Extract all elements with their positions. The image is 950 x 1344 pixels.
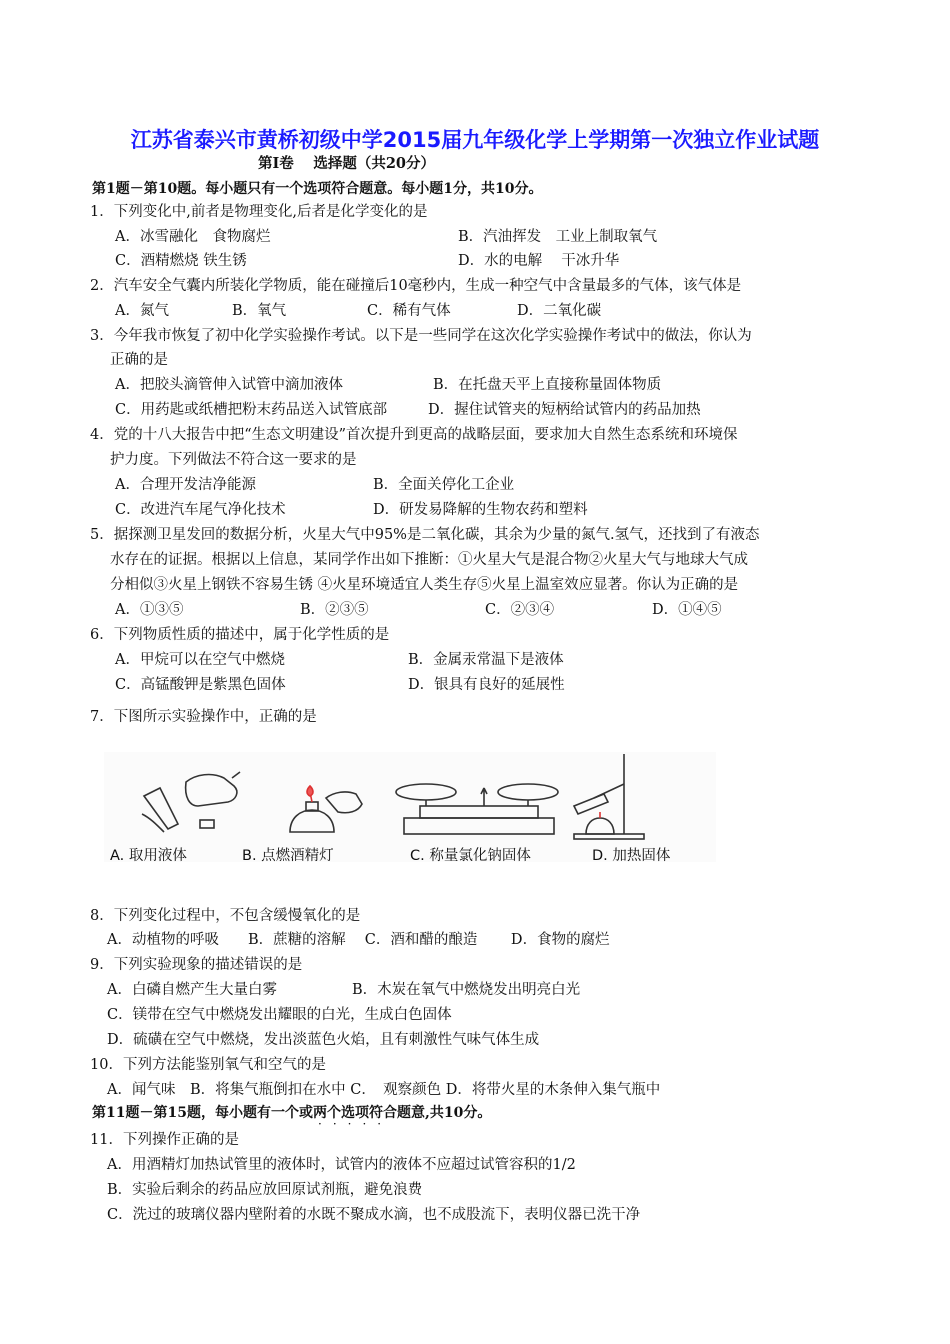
question-9-option-b: B．木炭在氧气中燃烧发出明亮白光 — [352, 982, 581, 998]
question-1-option-d: D．水的电解 干冰升华 — [458, 253, 620, 269]
question-2-option-b: B．氧气 — [232, 303, 287, 319]
part-heading: 第Ⅰ卷 选择题（共20分） — [258, 155, 436, 172]
section-instructions-2: 第11题－第15题，每小题有一个或两个选项符合题意,共10分。 — [92, 1105, 492, 1121]
question-3-option-a: A．把胶头滴管伸入试管中滴加液体 — [115, 377, 343, 393]
question-1-option-a: A．冰雪融化 食物腐烂 — [115, 229, 271, 245]
question-6-stem: 6．下列物质性质的描述中，属于化学性质的是 — [90, 627, 390, 643]
question-11-option-a: A．用酒精灯加热试管里的液体时，试管内的液体不应超过试管容积的1/2 — [107, 1157, 576, 1173]
question-5-option-b: B．②③⑤ — [300, 602, 369, 618]
question-1-stem: 1．下列变化中,前者是物理变化,后者是化学变化的是 — [90, 204, 428, 220]
question-11-option-c: C．洗过的玻璃仪器内壁附着的水既不聚成水滴，也不成股流下，表明仪器已洗干净 — [107, 1207, 641, 1223]
question-5-option-c: C．②③④ — [485, 602, 555, 618]
question-7-stem: 7．下图所示实验操作中，正确的是 — [90, 709, 317, 725]
question-4-option-d: D．研发易降解的生物农药和塑料 — [373, 502, 588, 518]
question-6-option-b: B．金属汞常温下是液体 — [408, 652, 564, 668]
question-11-option-b: B．实验后剩余的药品应放回原试剂瓶，避免浪费 — [107, 1182, 423, 1198]
question-1-option-b: B．汽油挥发 工业上制取氧气 — [458, 229, 658, 245]
section-instructions-1: 第1题－第10题。每小题只有一个选项符合题意。每小题1分，共10分。 — [92, 181, 543, 197]
question-10-stem: 10．下列方法能鉴别氧气和空气的是 — [90, 1057, 326, 1073]
figure-label-c: C. 称量氯化钠固体 — [410, 848, 531, 864]
lab-operations-figure — [104, 752, 716, 862]
figure-label-a: A. 取用液体 — [110, 848, 187, 864]
question-4-option-b: B．全面关停化工企业 — [373, 477, 515, 493]
question-8-stem: 8．下列变化过程中，不包含缓慢氧化的是 — [90, 908, 361, 924]
question-9-option-a: A．白磷自燃产生大量白雾 — [107, 982, 277, 998]
question-5-stem-cont-1: 水存在的证据。根据以上信息，某同学作出如下推断：①火星大气是混合物②火星大气与地球大气成 — [110, 552, 748, 568]
question-4-stem: 4．党的十八大报告中把“生态文明建设”首次提升到更高的战略层面，要求加大自然生态系统和环境保 — [90, 427, 738, 443]
question-5-stem: 5．据探测卫星发回的数据分析，火星大气中95%是二氧化碳，其余为少量的氮气.氢气，还找到了有液态 — [90, 527, 760, 543]
question-10-options: A．闻气味 B．将集气瓶倒扣在水中 C． 观察颜色 D．将带火星的木条伸入集气瓶中 — [107, 1082, 661, 1098]
question-6-option-c: C．高锰酸钾是紫黑色固体 — [115, 677, 286, 693]
question-5-stem-cont-2: 分相似③火星上钢铁不容易生锈 ④火星环境适宜人类生存⑤火星上温室效应显著。你认为正确的是 — [110, 577, 739, 593]
question-3-stem: 3．今年我市恢复了初中化学实验操作考试。以下是一些同学在这次化学实验操作考试中的做法，你认为 — [90, 328, 752, 344]
question-3-option-c: C．用药匙或纸槽把粉末药品送入试管底部 — [115, 402, 388, 418]
question-2-option-a: A．氮气 — [115, 303, 169, 319]
question-6-option-d: D．银具有良好的延展性 — [408, 677, 565, 693]
exam-title: 江苏省泰兴市黄桥初级中学2015届九年级化学上学期第一次独立作业试题 — [130, 128, 820, 152]
figure-label-b: B. 点燃酒精灯 — [242, 848, 334, 864]
emphasis-dots: ····· — [318, 1117, 393, 1131]
question-1-option-c: C．酒精燃烧 铁生锈 — [115, 253, 247, 269]
question-3-stem-cont: 正确的是 — [110, 352, 168, 368]
question-9-stem: 9．下列实验现象的描述错误的是 — [90, 957, 303, 973]
question-3-option-d: D．握住试管夹的短柄给试管内的药品加热 — [428, 402, 701, 418]
question-4-stem-cont: 护力度。下列做法不符合这一要求的是 — [110, 452, 357, 468]
question-4-option-c: C．改进汽车尾气净化技术 — [115, 502, 286, 518]
question-9-option-c: C．镁带在空气中燃烧发出耀眼的白光，生成白色固体 — [107, 1007, 452, 1023]
question-2-option-c: C．稀有气体 — [367, 303, 451, 319]
figure-label-d: D. 加热固体 — [592, 848, 671, 864]
question-9-option-d: D．硫磺在空气中燃烧，发出淡蓝色火焰，且有刺激性气味气体生成 — [107, 1032, 540, 1048]
question-4-option-a: A．合理开发洁净能源 — [115, 477, 256, 493]
question-2-option-d: D．二氧化碳 — [517, 303, 602, 319]
question-8-options: A．动植物的呼吸 B．蔗糖的溶解 C．酒和醋的酿造 D．食物的腐烂 — [107, 932, 610, 948]
question-3-option-b: B．在托盘天平上直接称量固体物质 — [433, 377, 662, 393]
question-6-option-a: A．甲烷可以在空气中燃烧 — [115, 652, 285, 668]
question-5-option-a: A．①③⑤ — [115, 602, 184, 618]
question-5-option-d: D．①④⑤ — [652, 602, 722, 618]
question-11-stem: 11．下列操作正确的是 — [90, 1132, 239, 1148]
question-2-stem: 2．汽车安全气囊内所装化学物质，能在碰撞后10毫秒内，生成一种空气中含量最多的气体，该气体是 — [90, 278, 742, 294]
